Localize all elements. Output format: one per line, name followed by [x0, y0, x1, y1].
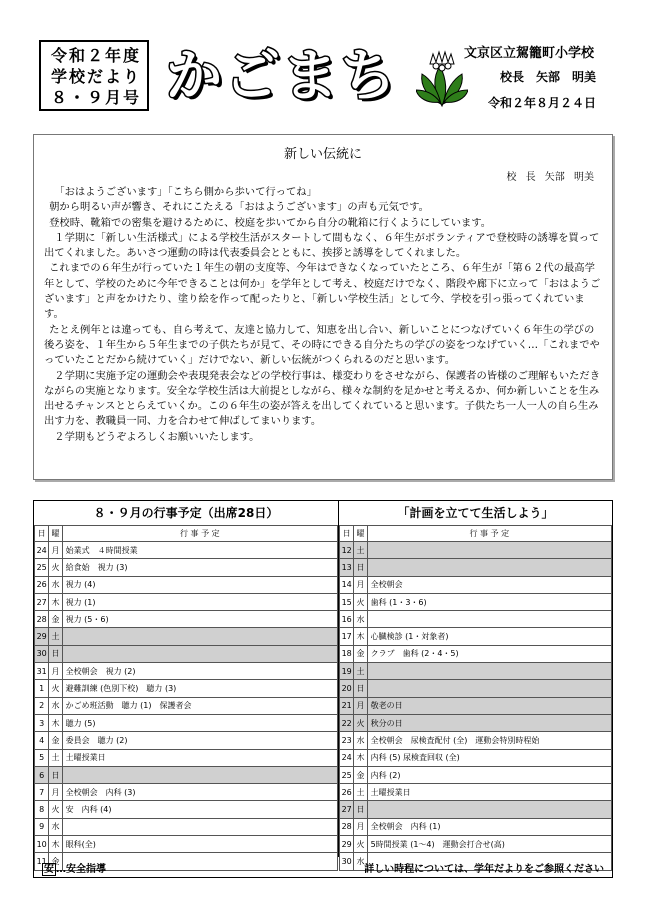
day-cell: 30 [35, 645, 49, 662]
table-row [340, 611, 612, 628]
table-row [35, 559, 338, 576]
event-cell [367, 801, 611, 818]
weekday-cell: 木 [49, 836, 62, 853]
article-title: 新しい伝統に [283, 147, 362, 162]
legend-key [42, 860, 106, 875]
day-cell: 28 [35, 611, 49, 628]
event-cell [62, 645, 337, 662]
safety-key-box: 安 [44, 864, 54, 875]
weekday-cell: 水 [49, 576, 62, 593]
day-cell: 27 [340, 801, 354, 818]
day-cell: 6 [35, 766, 49, 783]
table-header-row [340, 526, 612, 542]
event-cell [367, 611, 611, 628]
col-day-header: 日 [35, 526, 49, 542]
day-cell: 20 [340, 680, 354, 697]
table-row [340, 542, 612, 559]
table-row [340, 576, 612, 593]
weekday-cell: 木 [49, 714, 62, 731]
edition-box [39, 40, 149, 111]
table-row [340, 766, 612, 783]
event-cell [367, 542, 611, 559]
weekday-cell: 土 [49, 628, 62, 645]
day-cell: 31 [35, 663, 49, 680]
event-cell: 安 内科 (4) [62, 801, 337, 818]
day-cell: 5 [35, 749, 49, 766]
day-cell: 24 [35, 542, 49, 559]
schedule-table-right [339, 525, 612, 871]
event-cell [62, 766, 337, 783]
table-row [340, 836, 612, 853]
edition-line-type: 学校だより [51, 67, 142, 86]
newsletter-title: かごまち [166, 44, 398, 109]
weekday-cell: 月 [49, 542, 62, 559]
table-row [340, 663, 612, 680]
event-cell [62, 818, 337, 835]
weekday-cell: 火 [354, 714, 367, 731]
event-cell: 土曜授業日 [62, 749, 337, 766]
event-cell: 視力 (1) [62, 593, 337, 610]
event-cell: 給食始 視力 (3) [62, 559, 337, 576]
schedule-right-title: 「計画を立てて生活しよう」 [397, 506, 554, 520]
col-day-header: 日 [340, 526, 354, 542]
day-cell: 7 [35, 784, 49, 801]
event-schedule [33, 500, 613, 878]
weekday-cell: 金 [49, 853, 62, 870]
table-row [35, 663, 338, 680]
event-cell: 眼科(全) [62, 836, 337, 853]
col-event-header: 行 事 予 定 [62, 526, 337, 542]
table-row [340, 680, 612, 697]
event-cell: 始業式 ４時間授業 [62, 542, 337, 559]
table-row [340, 593, 612, 610]
article-paragraph: 「おはようございます」「こちら側から歩いて行ってね」 [54, 186, 317, 198]
weekday-cell: 水 [354, 732, 367, 749]
weekday-cell: 水 [354, 853, 367, 870]
weekday-cell: 土 [354, 542, 367, 559]
event-cell: クラブ 歯科 (2・4・5) [367, 645, 611, 662]
table-row [35, 836, 338, 853]
weekday-cell: 月 [49, 663, 62, 680]
schedule-footer [34, 857, 612, 877]
day-cell: 27 [35, 593, 49, 610]
day-cell: 29 [35, 628, 49, 645]
schedule-table-left [34, 525, 338, 871]
day-cell: 25 [340, 766, 354, 783]
weekday-cell: 木 [354, 749, 367, 766]
weekday-cell: 金 [49, 732, 62, 749]
safety-key-desc: …安全指導 [56, 864, 106, 875]
event-cell [367, 559, 611, 576]
day-cell: 13 [340, 559, 354, 576]
day-cell: 29 [340, 836, 354, 853]
article-body [44, 185, 604, 445]
weekday-cell: 火 [49, 559, 62, 576]
day-cell: 25 [35, 559, 49, 576]
day-cell: 18 [340, 645, 354, 662]
day-cell: 4 [35, 732, 49, 749]
table-row [340, 784, 612, 801]
day-cell: 15 [340, 593, 354, 610]
masthead [32, 38, 616, 118]
event-cell: 委員会 聴力 (2) [62, 732, 337, 749]
day-cell: 26 [35, 576, 49, 593]
event-cell: 全校朝会 [367, 576, 611, 593]
day-cell: 12 [340, 542, 354, 559]
weekday-cell: 月 [49, 784, 62, 801]
table-header-row [35, 526, 338, 542]
table-row [35, 732, 338, 749]
day-cell: 22 [340, 714, 354, 731]
article-paragraph: ２学期もどうぞよろしくお願いいたします。 [54, 430, 260, 443]
weekday-cell: 火 [354, 593, 367, 610]
event-cell: 避難訓練 (色別下校) 聴力 (3) [62, 680, 337, 697]
weekday-cell: 日 [354, 680, 367, 697]
weekday-cell: 日 [354, 559, 367, 576]
edition-line-issue: ８・９月号 [51, 88, 142, 107]
weekday-cell: 金 [354, 766, 367, 783]
table-row [35, 593, 338, 610]
table-row [340, 818, 612, 835]
table-row [340, 645, 612, 662]
article-paragraph: ２学期に実施予定の運動会や表現発表会などの学校行事は、様変わりをさせながら、保護者の皆様のご理解もいただきながらの実施となります。安全な学校生活は大前提としながら、様々な制約を足かせと考えるか、何か新しいことを生み出せるチャンスととらえていくか。この６年生の姿が答えを出してくれていると思います。子供たち一人一人の自ら生み出す力を、教職員一同、力を合わせて伸ばしてまいります。 [44, 369, 601, 428]
weekday-cell: 火 [49, 801, 62, 818]
table-row [35, 680, 338, 697]
principal-name: 校長 矢部 明美 [500, 70, 597, 84]
event-cell: 視力 (4) [62, 576, 337, 593]
event-cell: 全校朝会 視力 (2) [62, 663, 337, 680]
day-cell: 8 [35, 801, 49, 818]
edition-line-year: 令和２年度 [51, 46, 142, 65]
weekday-cell: 月 [354, 697, 367, 714]
col-weekday-header: 曜 [49, 526, 62, 542]
day-cell: 3 [35, 714, 49, 731]
article-paragraph: 朝から明るい声が響き、それにこたえる「おはようございます」の声も元気です。 [49, 201, 429, 214]
day-cell: 14 [340, 576, 354, 593]
weekday-cell: 土 [354, 663, 367, 680]
day-cell: 28 [340, 818, 354, 835]
article-paragraph: たとえ例年とは違っても、自ら考えて、友達と協力して、知恵を出し合い、新しいことにつなげていく６年生の学びの後ろ姿を、１年生から５年生までの子供たちが見て、その時にできる自分たちの学びの姿をつなげていく…「これまでやっていたことだから続けていく」だけでない、新しい伝統がつくられるのだと思います。 [44, 323, 600, 367]
table-row [35, 714, 338, 731]
weekday-cell: 日 [49, 645, 62, 662]
weekday-cell: 木 [49, 593, 62, 610]
school-name: 文京区立駕籠町小学校 [464, 46, 595, 61]
weekday-cell: 火 [49, 680, 62, 697]
col-event-header: 行 事 予 定 [367, 526, 611, 542]
weekday-cell: 木 [354, 628, 367, 645]
table-row [35, 697, 338, 714]
table-row [340, 732, 612, 749]
event-cell: 土曜授業日 [367, 784, 611, 801]
table-row [340, 697, 612, 714]
table-row [340, 749, 612, 766]
event-cell: 5時間授業 (1～4) 運動会打合せ(高) [367, 836, 611, 853]
day-cell: 9 [35, 818, 49, 835]
weekday-cell: 土 [49, 749, 62, 766]
weekday-cell: 水 [49, 697, 62, 714]
table-row [35, 576, 338, 593]
table-row [340, 628, 612, 645]
table-row [340, 714, 612, 731]
table-row [35, 645, 338, 662]
table-row [35, 818, 338, 835]
col-weekday-header: 曜 [354, 526, 367, 542]
schedule-left-title: ８・９月の行事予定（出席28日） [34, 501, 339, 525]
weekday-cell: 金 [354, 645, 367, 662]
weekday-cell: 日 [354, 801, 367, 818]
weekday-cell: 水 [354, 611, 367, 628]
table-row [35, 628, 338, 645]
event-cell: 歯科 (1・3・6) [367, 593, 611, 610]
day-cell: 19 [340, 663, 354, 680]
table-row [35, 766, 338, 783]
day-cell: 16 [340, 611, 354, 628]
principal-article [33, 134, 613, 480]
event-cell [62, 628, 337, 645]
day-cell: 2 [35, 697, 49, 714]
schedule-note: 詳しい時程については、学年だよりをご参照ください [364, 864, 604, 875]
day-cell: 23 [340, 732, 354, 749]
event-cell: 敬老の日 [367, 697, 611, 714]
day-cell: 10 [35, 836, 49, 853]
column-divider [338, 525, 339, 857]
weekday-cell: 月 [354, 576, 367, 593]
event-cell: かごめ班活動 聴力 (1) 保護者会 [62, 697, 337, 714]
event-cell: 心臓検診 (1・対象者) [367, 628, 611, 645]
weekday-cell: 月 [354, 818, 367, 835]
table-row [340, 801, 612, 818]
day-cell: 24 [340, 749, 354, 766]
weekday-cell: 火 [354, 836, 367, 853]
issue-date: 令和２年８月２４日 [488, 96, 597, 110]
event-cell: 全校朝会 尿検査配付 (全) 運動会特別時程始 [367, 732, 611, 749]
weekday-cell: 土 [354, 784, 367, 801]
article-byline: 校 長 矢部 明美 [506, 172, 594, 183]
event-cell [367, 680, 611, 697]
weekday-cell: 水 [49, 818, 62, 835]
event-cell: 視力 (5・6) [62, 611, 337, 628]
day-cell: 11 [35, 853, 49, 870]
table-row [340, 559, 612, 576]
schedule-header [34, 501, 612, 526]
article-paragraph: 登校時、靴箱での密集を避けるために、校庭を歩いてから自分の靴箱に行くようにしています。 [49, 216, 492, 229]
event-cell: 秋分の日 [367, 714, 611, 731]
event-cell: 全校朝会 内科 (1) [367, 818, 611, 835]
day-cell: 21 [340, 697, 354, 714]
table-row [35, 542, 338, 559]
event-cell: 内科 (5) 尿検査回収 (全) [367, 749, 611, 766]
day-cell: 30 [340, 853, 354, 870]
school-emblem-icon [416, 48, 468, 110]
event-cell: 全校朝会 内科 (3) [62, 784, 337, 801]
table-row [35, 784, 338, 801]
weekday-cell: 金 [49, 611, 62, 628]
table-row [35, 749, 338, 766]
article-paragraph: １学期に「新しい生活様式」による学校生活がスタートして間もなく、６年生がボランティアで登校時の誘導を買って出てくれました。あいさつ運動の時は代表委員会とともに、挨拶と誘導をしてくれました。 [44, 231, 600, 260]
table-row [35, 801, 338, 818]
day-cell: 17 [340, 628, 354, 645]
day-cell: 1 [35, 680, 49, 697]
day-cell: 26 [340, 784, 354, 801]
table-row [35, 611, 338, 628]
event-cell: 内科 (2) [367, 766, 611, 783]
weekday-cell: 日 [49, 766, 62, 783]
event-cell [367, 663, 611, 680]
article-paragraph: これまでの６年生が行っていた１年生の朝の支度等、今年はできなくなっていたところ、６年生が「第６２代の最高学年として、学校のために今年できることは何か」を学年として考え、校庭だけでなく、階段や廊下に立って「おはようございます」と声をかけたり、塗り絵を作って配ったりと、「新しい学校生活」として今、学校を引っ張ってくれています。 [44, 262, 601, 321]
event-cell: 聴力 (5) [62, 714, 337, 731]
